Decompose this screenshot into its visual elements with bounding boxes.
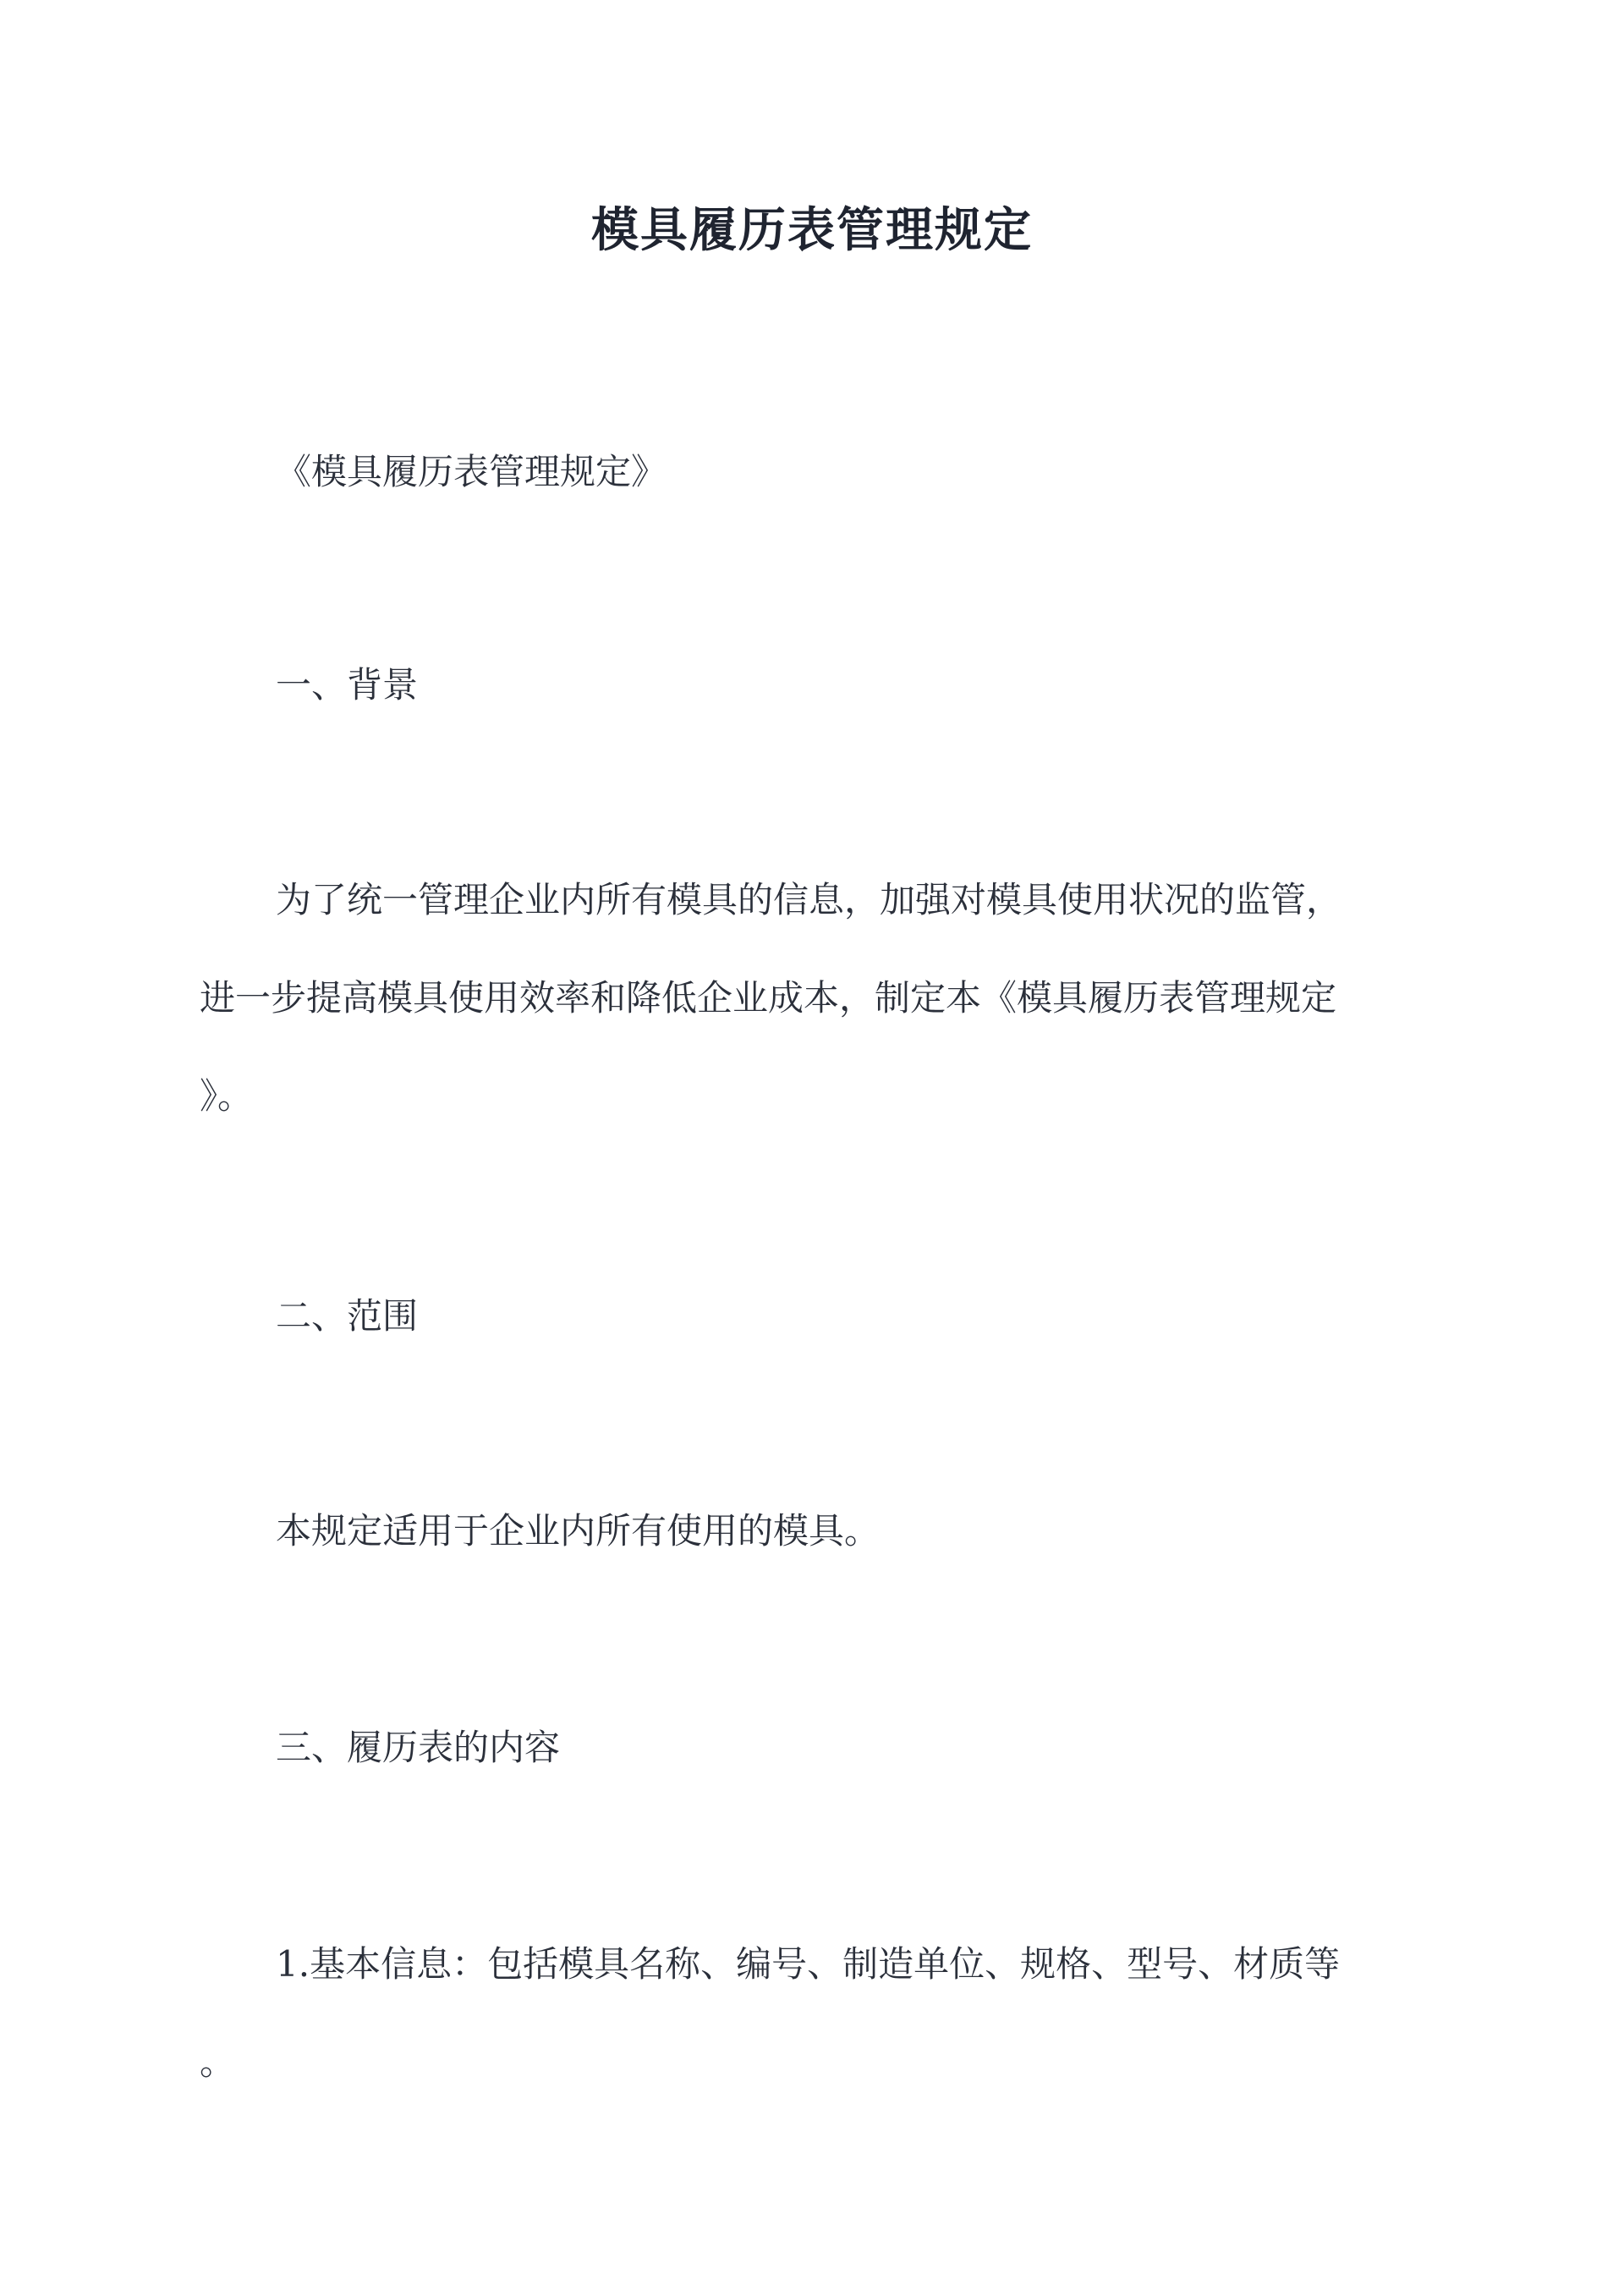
contents-paragraph-line-1: 1.基本信息：包括模具名称、编号、制造单位、规格、型号、材质等 — [276, 1943, 1341, 1985]
scope-paragraph-line-1: 本规定适用于企业内所有使用的模具。 — [276, 1510, 881, 1552]
contents-paragraph-line-2: 。 — [200, 2041, 236, 2083]
document-title: 模具履历表管理规定 — [591, 202, 1033, 258]
document-subtitle: 《模具履历表管理规定》 — [276, 451, 667, 492]
section-heading-background: 一、背景 — [276, 664, 419, 706]
section-heading-contents: 三、履历表的内容 — [276, 1727, 561, 1768]
background-paragraph-line-2: 进一步提高模具使用效率和降低企业成本，制定本《模具履历表管理规定 — [200, 977, 1337, 1019]
background-paragraph-line-1: 为了统一管理企业内所有模具的信息，加强对模具使用状况的监管， — [276, 879, 1342, 920]
background-paragraph-line-3: 》。 — [200, 1075, 254, 1117]
section-heading-scope: 二、范围 — [276, 1295, 419, 1337]
